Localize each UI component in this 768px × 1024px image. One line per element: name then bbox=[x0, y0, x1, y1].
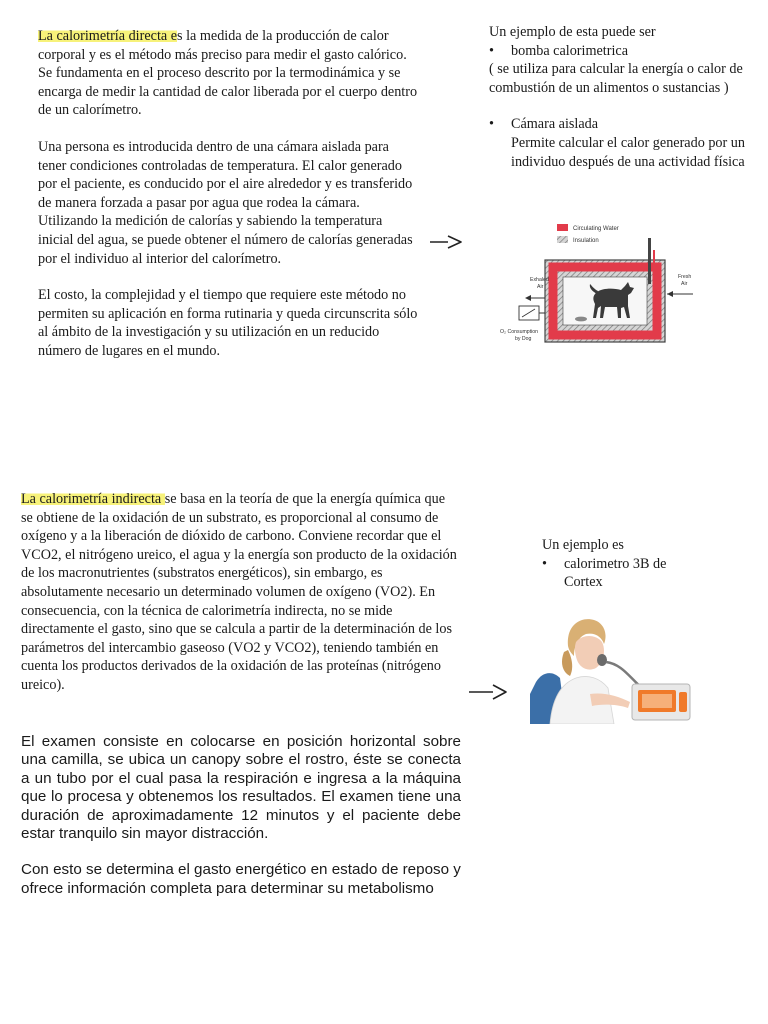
indirect-example-bullet-line-1: • calorimetro 3B de bbox=[564, 555, 667, 572]
arrow-right-icon bbox=[467, 683, 509, 703]
legend-insulation-label: Insulation bbox=[573, 238, 599, 244]
direct-paragraph-3: El costo, la complejidad y el tiempo que requiere este método no permiten su aplicación en forma rutinaria y queda circunscrita sólo al ámbito de la investigación y su utilización en un reducido número de lugares en el mundo. bbox=[38, 287, 418, 359]
direct-example-intro: Un ejemplo de esta puede ser bbox=[489, 24, 656, 40]
indirect-calorimetry-photo-svg bbox=[530, 612, 698, 724]
exhaled-air-label-1: Exhaled bbox=[530, 277, 549, 283]
indirect-example bbox=[542, 536, 742, 592]
indirect-highlight: La calorimetría indirecta bbox=[21, 491, 165, 507]
direct-example-note: ( se utiliza para calcular la energía o calor de combustión de un alimentos o sustancias ) bbox=[489, 61, 743, 96]
indirect-example-bullet-line-2: Cortex bbox=[564, 574, 603, 591]
legend-water-label: Circulating Water bbox=[573, 226, 619, 232]
direct-example-bullet-2-title: • Cámara aislada bbox=[511, 116, 599, 133]
exhaled-air-arrowhead bbox=[525, 295, 531, 301]
indirect-paragraph-1 bbox=[21, 490, 457, 695]
direct-example-bullet-1: • bomba calorimetrica bbox=[489, 42, 751, 61]
direct-example-bullet-2 bbox=[489, 115, 751, 171]
direct-highlight: La calorimetría directa e bbox=[38, 28, 178, 44]
indirect-paragraph-2: El examen consiste en colocarse en posición horizontal sobre una camilla, se ubica un canopy sobre el rostro, éste se conecta a un tubo por el cual pasa la respiración e ingresa a la máquina que lo procesa y obtenemos los resultados. El examen tiene una duración de aproximadamente 12 minutos y el paciente debe estar tranquilo sin mayor distracción. bbox=[21, 733, 461, 843]
direct-paragraph-1 bbox=[38, 27, 420, 120]
direct-calorimetry-section bbox=[38, 27, 420, 361]
legend-insulation-swatch bbox=[557, 236, 568, 243]
direct-paragraph-1-text: s la medida de la producción de calor corporal y es el método más preciso para medir el gasto calórico. Se fundamenta en el proceso descrito por la termodinámica y se encarga de medir la cantidad de calor liberada por el cuerpo dentro de un calorímetro. bbox=[38, 28, 418, 119]
calorimeter-diagram-svg bbox=[497, 220, 697, 350]
indirect-example-intro: Un ejemplo es bbox=[542, 537, 624, 553]
fresh-air-label-1: Fresh bbox=[678, 274, 692, 280]
fresh-air-label-2: Air bbox=[681, 281, 688, 287]
o2-consumption-label-1: O₂ Consumption bbox=[500, 329, 539, 335]
fresh-air-arrowhead bbox=[667, 291, 673, 297]
indirect-exam-section bbox=[21, 733, 461, 898]
indirect-calorimetry-photo bbox=[530, 612, 698, 724]
thermometer bbox=[648, 238, 651, 284]
arrow-right-icon bbox=[428, 234, 464, 252]
breathing-mask bbox=[597, 654, 607, 666]
direct-paragraph-2: Una persona es introducida dentro de una cámara aislada para tener condiciones controladas de temperatura. El calor generado por el paciente, es conducido por el aire alrededor y es transferido de manera forzada a pasar por agua que rodea la cámara. Utilizando la medición de calorías y sabiendo la temperatura inicial del agua, se puede obtener el número de calorías generadas por el individuo al interior del calorímetro. bbox=[38, 138, 413, 267]
food-bowl bbox=[575, 317, 587, 322]
direct-example bbox=[489, 23, 751, 171]
o2-consumption-label-2: by Dog bbox=[515, 336, 532, 342]
calorimeter-diagram bbox=[497, 220, 697, 350]
indirect-paragraph-3: Con esto se determina el gasto energético en estado de reposo y ofrece información completa para determinar su metabolismo bbox=[21, 861, 461, 897]
device-screen-panel bbox=[642, 694, 672, 708]
direct-example-bullet-2-desc: Permite calcular el calor generado por un individuo después de una actividad física bbox=[511, 134, 745, 170]
indirect-calorimetry-section bbox=[21, 490, 457, 695]
device-knob bbox=[679, 692, 687, 712]
indirect-paragraph-1-text: se basa en la teoría de que la energía química que se obtiene de la oxidación de un substrato, es proporcional al consumo de oxígeno y a la liberación de dióxido de carbono. Conviene recordar que el VCO2, el nitrógeno ureico, el agua y la energía son producto de la oxidación de los macronutrientes (substratos energéticos), sin embargo, es absolutamente necesario un determinado volumen de oxígeno (VO2). En consecuencia, con la técnica de calorimetría indirecta, no se mide directamente el gasto, sino que se calcula a partir de la determinación de los parámetros del intercambio gaseoso (VO2 y VCO2), teniendo también en cuenta los productos derivados de la oxidación de las proteínas (nitrógeno ureico). bbox=[21, 491, 457, 693]
legend-water-swatch bbox=[557, 224, 568, 231]
exhaled-air-label-2: Air bbox=[537, 284, 544, 290]
indirect-example-bullet-1 bbox=[542, 555, 742, 592]
